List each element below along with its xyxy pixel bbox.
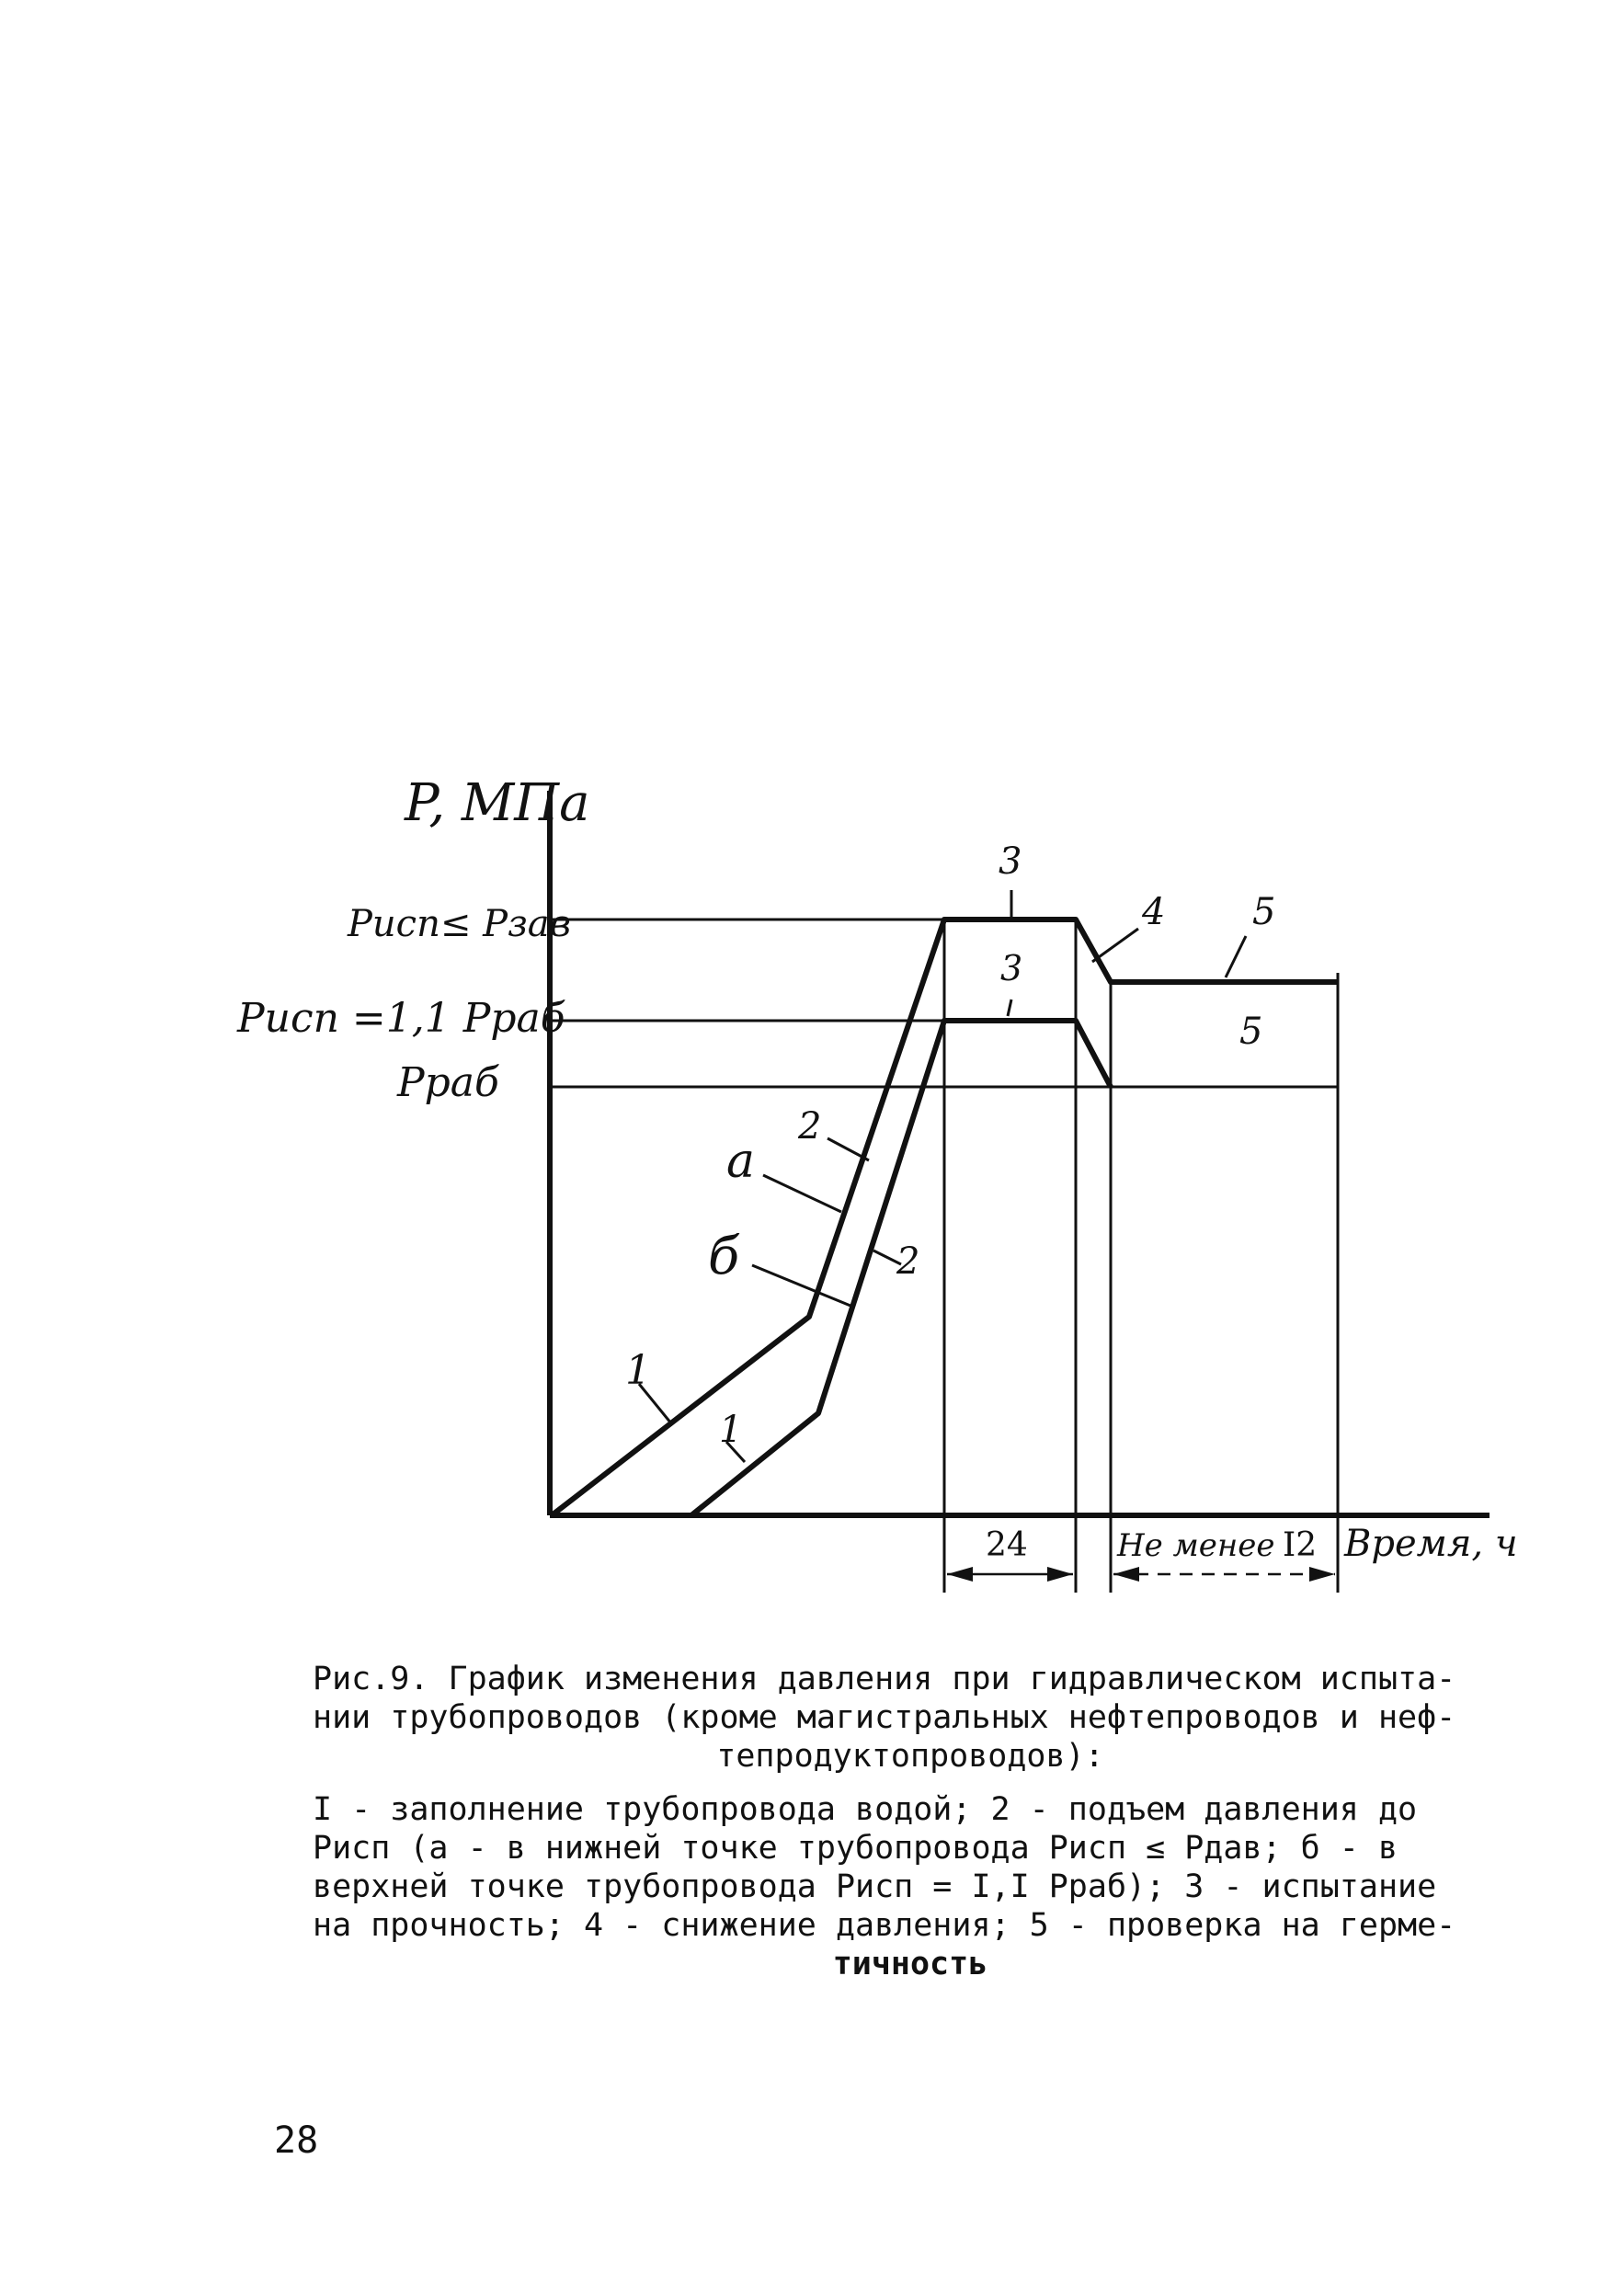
dim-arrow-12-left [1113,1567,1139,1582]
stage-label-2-lower: 2 [896,1240,920,1283]
caption-legend-line: I - заполнение трубопровода водой; 2 - подъем давления до [313,1791,1418,1828]
leader-3-lower [1008,1000,1011,1016]
caption-title-line: нии трубопроводов (кроме магистральных нефтепроводов и неф- [313,1699,1456,1736]
stage-label-5-upper: 5 [1252,891,1276,933]
stage-label-5-lower: 5 [1239,1011,1263,1053]
level-label-middle: Pисп =1,1 Pраб [237,995,565,1042]
caption-legend-line: на прочность; 4 - снижение давления; 5 - проверка на герме- [313,1907,1456,1944]
level-label-lower: Pраб [397,1059,499,1106]
stage-label-1-b: 1 [719,1409,743,1451]
leader-5 [1226,936,1246,977]
caption-title-line: Рис.9. График изменения давления при гидравлическом испыта- [313,1661,1456,1697]
leader-4 [1092,929,1138,962]
caption-legend-line: тичность [832,1946,988,1982]
y-axis-label: P, МПа [405,773,590,833]
stage-label-4: 4 [1142,891,1166,933]
caption-title-line: тепродуктопроводов): [716,1738,1104,1775]
dim-arrow-24-left [947,1567,973,1582]
stage-label-3-upper: 3 [999,840,1022,883]
curve-label-b: б [708,1227,740,1286]
leader-b [752,1265,850,1306]
caption-legend-line: Pисп (а - в нижней точке трубопровода Pисп ≤ Pдав; б - в [313,1830,1398,1867]
x-axis-label: Время, ч [1344,1523,1518,1565]
dim-label-not-less: Не менее [1117,1527,1275,1564]
curve-label-a: а [726,1134,756,1189]
page-number: 28 [274,2119,319,2162]
leader-a [763,1175,841,1212]
dim-arrow-24-right [1047,1567,1073,1582]
stage-label-1-a: 1 [625,1347,651,1394]
level-label-upper: Pисп≤ Pзав [348,903,571,945]
dim-label-24: 24 [986,1526,1028,1564]
dim-label-12: I2 [1283,1526,1318,1564]
leader-2-upper [828,1138,869,1160]
figure-caption [313,1660,1508,1983]
stage-label-3-lower: 3 [1000,948,1023,988]
dim-arrow-12-right [1309,1567,1335,1582]
stage-label-2-upper: 2 [798,1105,822,1148]
caption-legend-line: верхней точке трубопровода Pисп = I,I Pраб); 3 - испытание [313,1868,1437,1905]
